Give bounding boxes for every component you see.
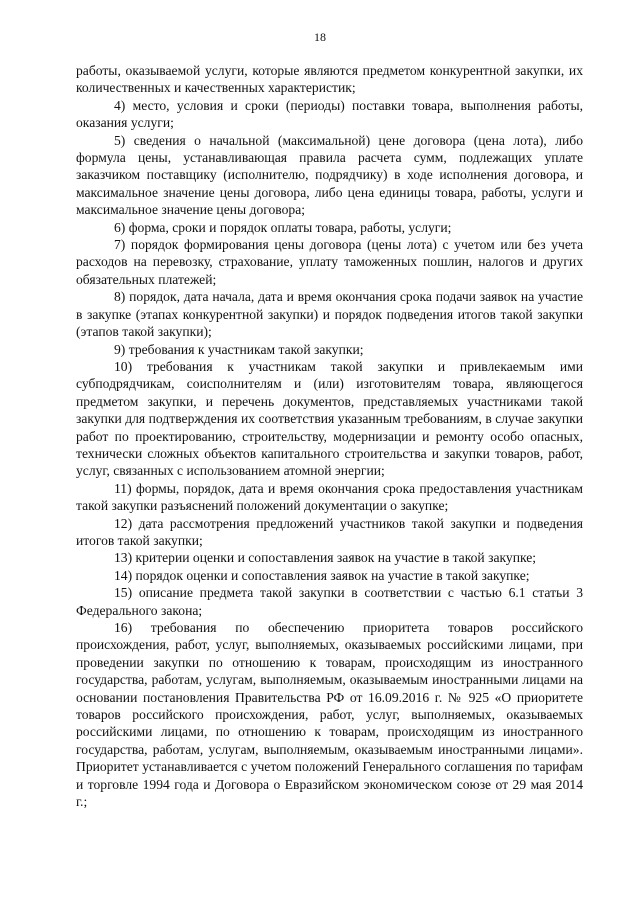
paragraph-item-7: 7) порядок формирования цены договора (цены лота) с учетом или без учета расходов на перевозку, страхование, уплату таможенных пошлин, налогов и других обязательных платежей; <box>76 237 583 287</box>
paragraph-item-13: 13) критерии оценки и сопоставления заявок на участие в такой закупке; <box>114 550 537 566</box>
paragraph-item-9: 9) требования к участникам такой закупки; <box>114 341 364 357</box>
paragraph-item-11: 11) формы, порядок, дата и время окончания срока предоставления участникам такой закупки разъяснений положений документации о закупке; <box>76 480 583 514</box>
paragraph-item-5: 5) сведения о начальной (максимальной) цене договора (цена лота), либо формула цены, устанавливающая правила расчета сумм, подлежащих уплате заказчиком поставщику (исполнителю, подрядчику) в ходе исполнения договора, и максимальное значение цены договора, либо цена единицы товара, работы, услуги и максимальное значение цены договора; <box>76 132 583 218</box>
paragraph-item-6: 6) форма, сроки и порядок оплаты товара, работы, услуги; <box>114 219 452 235</box>
document-body <box>76 62 583 810</box>
paragraph-item-14: 14) порядок оценки и сопоставления заявок на участие в такой закупке; <box>114 567 530 583</box>
paragraph-item-10: 10) требования к участникам такой закупки и привлекаемым ими субподрядчикам, соисполнителям и (или) изготовителям товара, являющегося предметом закупки, и перечень документов, представляемых участниками такой закупки для подтверждения их соответствия указанным требованиям, в случае закупки работ по проектированию, строительству, модернизации и ремонту особо опасных, технически сложных объектов капитального строительства и закупки товаров, работ, услуг, связанных с использованием атомной энергии; <box>76 358 583 479</box>
paragraph-item-16: 16) требования по обеспечению приоритета товаров российского происхождения, работ, услуг, выполняемых, оказываемых российскими лицами, при проведении закупки по отношению к товарам, происходящим из иностранного государства, работам, услугам, выполняемым, оказываемым иностранными лицами на основании постановления Правительства РФ от 16.09.2016 г. № 925 «О приоритете товаров российского происхождения, работ, услуг, выполняемых, оказываемых российскими лицами, по отношению к товарам, происходящим из иностранного государства, работам, услугам, выполняемым, оказываемым иностранными лицами». Приоритет устанавливается с учетом положений Генерального соглашения по тарифам и торговле 1994 года и Договора о Евразийском экономическом союзе от 29 мая 2014 г.; <box>76 620 583 810</box>
paragraph-continuation: работы, оказываемой услуги, которые являются предметом конкурентной закупки, их количественных и качественных характеристик; <box>76 63 583 96</box>
page-number: 18 <box>314 30 326 44</box>
paragraph-item-4: 4) место, условия и сроки (периоды) поставки товара, выполнения работы, оказания услуги; <box>76 97 583 131</box>
paragraph-item-12: 12) дата рассмотрения предложений участников такой закупки и подведения итогов такой закупки; <box>76 515 583 548</box>
paragraph-item-8: 8) порядок, дата начала, дата и время окончания срока подачи заявок на участие в закупке (этапах конкурентной закупки) и порядок подведения итогов такой закупки (этапов такой закупки); <box>76 289 583 340</box>
paragraph-item-15: 15) описание предмета такой закупки в соответствии с частью 6.1 статьи 3 Федерального закона; <box>76 585 583 618</box>
